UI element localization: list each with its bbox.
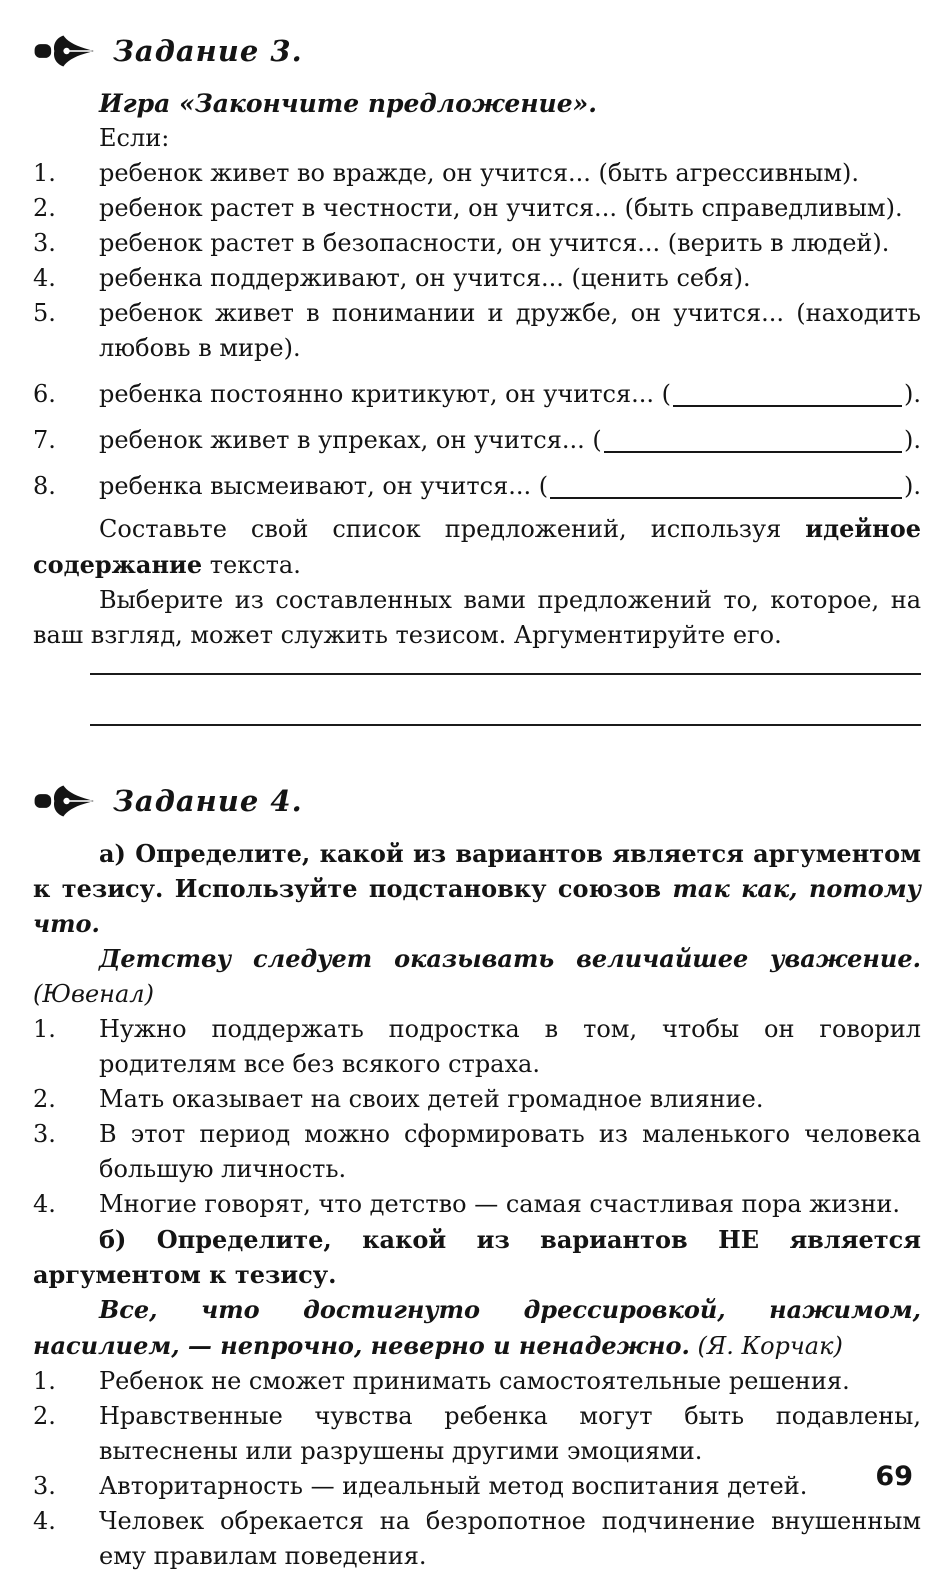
item-text-after-blank: ). (904, 426, 921, 454)
writing-line (90, 673, 921, 675)
item-text-after-blank: ). (904, 472, 921, 500)
item-text (99, 469, 921, 504)
item-number: 1. (33, 1015, 56, 1043)
task3-header (33, 30, 921, 72)
task3-item-1 (33, 156, 921, 191)
pen-nib-icon (33, 780, 97, 822)
paragraph-text: текста. (202, 551, 301, 579)
item-number: 1. (33, 1367, 56, 1395)
item-text-after-blank: ). (904, 380, 921, 408)
item-text: Ребенок не сможет принимать самостоятельные решения. (99, 1367, 850, 1395)
task4b-item-2 (33, 1399, 921, 1469)
item-number: 5. (33, 299, 56, 327)
quote-attribution: (Ювенал) (33, 980, 154, 1008)
item-text: Мать оказывает на своих детей громадное влияние. (99, 1085, 764, 1113)
item-number: 4. (33, 264, 56, 292)
item-number: 3. (33, 229, 56, 257)
item-text: ребенок растет в безопасности, он учится... (верить в людей). (99, 229, 890, 257)
item-number: 1. (33, 159, 56, 187)
item-text-before-blank: ребенка высмеивают, он учится... ( (99, 472, 549, 500)
item-text: ребенок растет в честности, он учится... (быть справедливым). (99, 194, 903, 222)
item-number: 6. (33, 380, 56, 408)
item-text: Человек обрекается на безропотное подчинение внушенным ему правилам поведения. (99, 1507, 921, 1570)
item-text: Нравственные чувства ребенка могут быть подавлены, вытеснены или разрушены другими эмоциями. (99, 1402, 921, 1465)
paragraph-bold-text: идейное содержание (33, 514, 921, 579)
item-number: 3. (33, 1120, 56, 1148)
quote-text: Детству следует оказывать величайшее уважение. (99, 944, 921, 973)
item-text: Нужно поддержать подростка в том, чтобы он говорил родителям все без всякого страха. (99, 1015, 921, 1078)
answer-blank (673, 377, 902, 407)
item-text: ребенка поддерживают, он учится... (ценить себя). (99, 264, 751, 292)
item-number: 7. (33, 426, 56, 454)
item-text: В этот период можно сформировать из маленького человека большую личность. (99, 1120, 921, 1183)
quote-text: Все, что достигнуто дрессировкой, нажимом, насилием, — непрочно, неверно и ненадежно. (33, 1295, 921, 1360)
task4a-item-1 (33, 1012, 921, 1082)
quote-attribution: (Я. Корчак) (689, 1332, 843, 1360)
task3-title: Задание 3. (113, 33, 303, 68)
task3-item-3 (33, 226, 921, 261)
task3-item-6 (33, 377, 921, 412)
task3-item-7 (33, 423, 921, 458)
item-text: Авторитарность — идеальный метод воспитания детей. (99, 1472, 808, 1500)
item-text (99, 423, 921, 458)
task4b-item-3 (33, 1469, 921, 1504)
task4-quote-a (33, 941, 921, 1012)
item-number: 4. (33, 1507, 56, 1535)
part-a-italic-text: так как, потому что. (33, 874, 921, 938)
task3-item-8 (33, 469, 921, 504)
pen-nib-icon (33, 30, 97, 72)
answer-blank (604, 423, 902, 453)
task4-title: Задание 4. (113, 783, 303, 818)
task4-part-b: б) Определите, какой из вариантов НЕ является аргументом к тезису. (33, 1225, 921, 1289)
spacer (33, 726, 921, 762)
task4-part-a (33, 836, 921, 941)
task4-header (33, 780, 921, 822)
paragraph-text: Составьте свой список предложений, используя (99, 515, 806, 543)
task3-subtitle: Игра «Закончите предложение». (99, 89, 597, 118)
item-number: 2. (33, 1402, 56, 1430)
page-number: 69 (875, 1461, 913, 1492)
task4a-item-3 (33, 1117, 921, 1187)
answer-blank (550, 469, 902, 499)
task4-quote-b (33, 1292, 921, 1364)
task4b-item-4 (33, 1504, 921, 1574)
item-number: 2. (33, 194, 56, 222)
task3-item-2 (33, 191, 921, 226)
item-number: 4. (33, 1190, 56, 1218)
task3-lead: Если: (99, 124, 170, 152)
task4a-item-2 (33, 1082, 921, 1117)
task3-item-4 (33, 261, 921, 296)
item-number: 3. (33, 1472, 56, 1500)
task3-item-5 (33, 296, 921, 366)
task4a-item-4 (33, 1187, 921, 1222)
item-text-before-blank: ребенка постоянно критикуют, он учится... ( (99, 380, 671, 408)
writing-lines-block (90, 673, 921, 726)
item-text: ребенок живет в понимании и дружбе, он учится... (находить любовь в мире). (99, 299, 921, 362)
task3-paragraph-1 (33, 511, 921, 583)
task3-paragraph-2: Выберите из составленных вами предложений то, которое, на ваш взгляд, может служить тезисом. Аргументируйте его. (33, 586, 921, 649)
part-a-bold-text: а) Определите, какой из вариантов является аргументом к тезису. Используйте подстановку союзов (33, 839, 921, 903)
item-text (99, 377, 921, 412)
item-number: 2. (33, 1085, 56, 1113)
item-text: ребенок живет во вражде, он учится... (быть агрессивным). (99, 159, 859, 187)
task4b-item-1 (33, 1364, 921, 1399)
item-text: Многие говорят, что детство — самая счастливая пора жизни. (99, 1190, 901, 1218)
item-text-before-blank: ребенок живет в упреках, он учится... ( (99, 426, 602, 454)
item-number: 8. (33, 472, 56, 500)
